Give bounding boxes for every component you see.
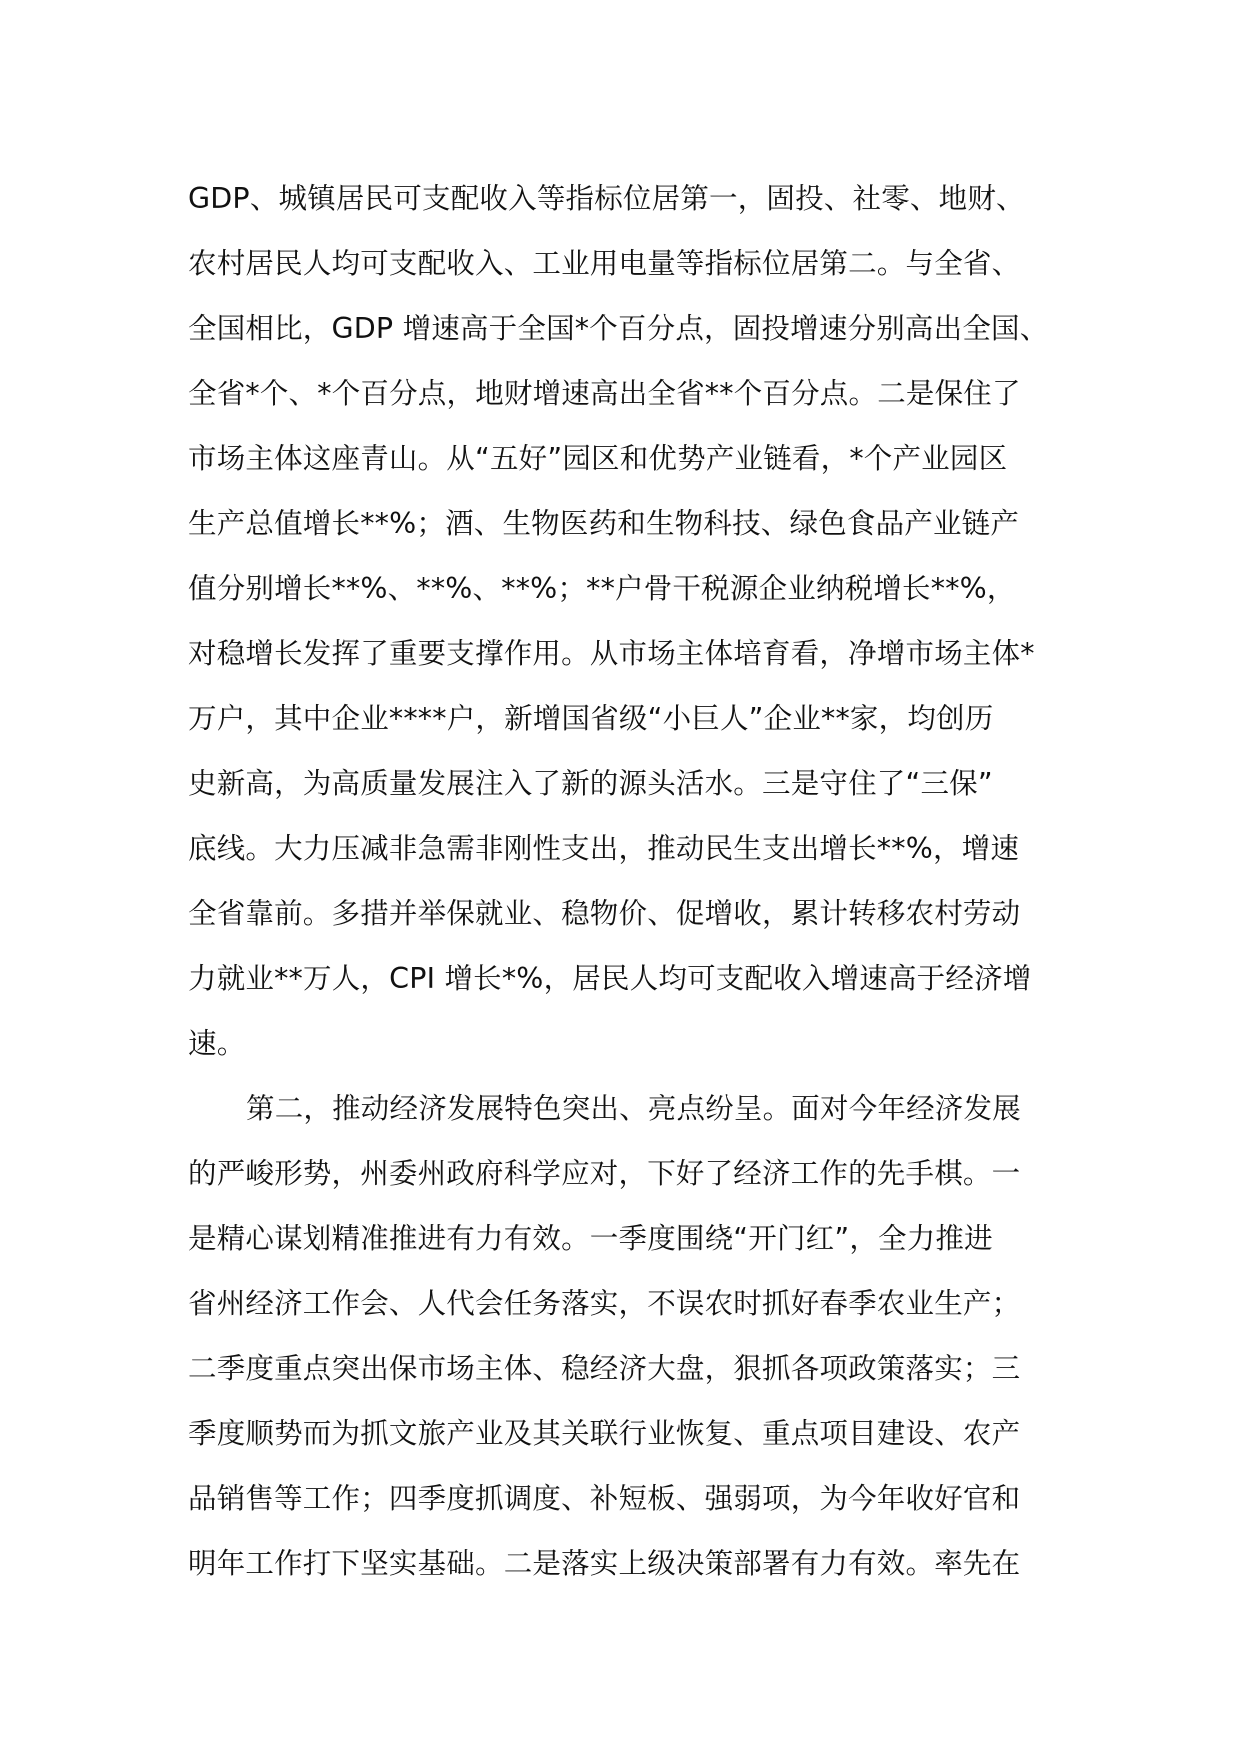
text-line: 速。 bbox=[188, 1027, 246, 1060]
text-line: 全省靠前。多措并举保就业、稳物价、促增收，累计转移农村劳动 bbox=[188, 897, 1021, 930]
text-line: 全国相比，GDP 增速高于全国*个百分点，固投增速分别高出全国、 bbox=[188, 312, 1049, 345]
text-line: 对稳增长发挥了重要支撑作用。从市场主体培育看，净增市场主体* bbox=[188, 637, 1035, 670]
text-line: 生产总值增长**%；酒、生物医药和生物科技、绿色食品产业链产 bbox=[188, 507, 1020, 540]
text-line: 农村居民人均可支配收入、工业用电量等指标位居第二。与全省、 bbox=[188, 247, 1021, 280]
body-text bbox=[188, 166, 1068, 1596]
text-line: 品销售等工作；四季度抓调度、补短板、强弱项，为今年收好官和 bbox=[188, 1482, 1021, 1515]
text-line: 季度顺势而为抓文旅产业及其关联行业恢复、重点项目建设、农产 bbox=[188, 1417, 1021, 1450]
text-line: 史新高，为高质量发展注入了新的源头活水。三是守住了“三保” bbox=[188, 767, 993, 800]
text-line: GDP、城镇居民可支配收入等指标位居第一，固投、社零、地财、 bbox=[188, 182, 1025, 215]
text-line: 底线。大力压减非急需非刚性支出，推动民生支出增长**%，增速 bbox=[188, 832, 1020, 865]
text-line: 市场主体这座青山。从“五好”园区和优势产业链看，*个产业园区 bbox=[188, 442, 1008, 475]
text-line: 的严峻形势，州委州政府科学应对，下好了经济工作的先手棋。一 bbox=[188, 1157, 1021, 1190]
text-line: 二季度重点突出保市场主体、稳经济大盘，狠抓各项政策落实；三 bbox=[188, 1352, 1021, 1385]
paragraph-start-line: 第二，推动经济发展特色突出、亮点纷呈。面对今年经济发展 bbox=[246, 1092, 1021, 1125]
text-line: 万户，其中企业****户，新增国省级“小巨人”企业**家，均创历 bbox=[188, 702, 994, 735]
text-line: 值分别增长**%、**%、**%；**户骨干税源企业纳税增长**%， bbox=[188, 572, 1016, 605]
text-line: 全省*个、*个百分点，地财增速高出全省**个百分点。二是保住了 bbox=[188, 377, 1021, 410]
text-line: 省州经济工作会、人代会任务落实，不误农时抓好春季农业生产； bbox=[188, 1287, 1021, 1320]
text-line: 明年工作打下坚实基础。二是落实上级决策部署有力有效。率先在 bbox=[188, 1547, 1021, 1580]
text-line: 是精心谋划精准推进有力有效。一季度围绕“开门红”，全力推进 bbox=[188, 1222, 993, 1255]
text-line: 力就业**万人，CPI 增长*%，居民人均可支配收入增速高于经济增 bbox=[188, 962, 1032, 995]
